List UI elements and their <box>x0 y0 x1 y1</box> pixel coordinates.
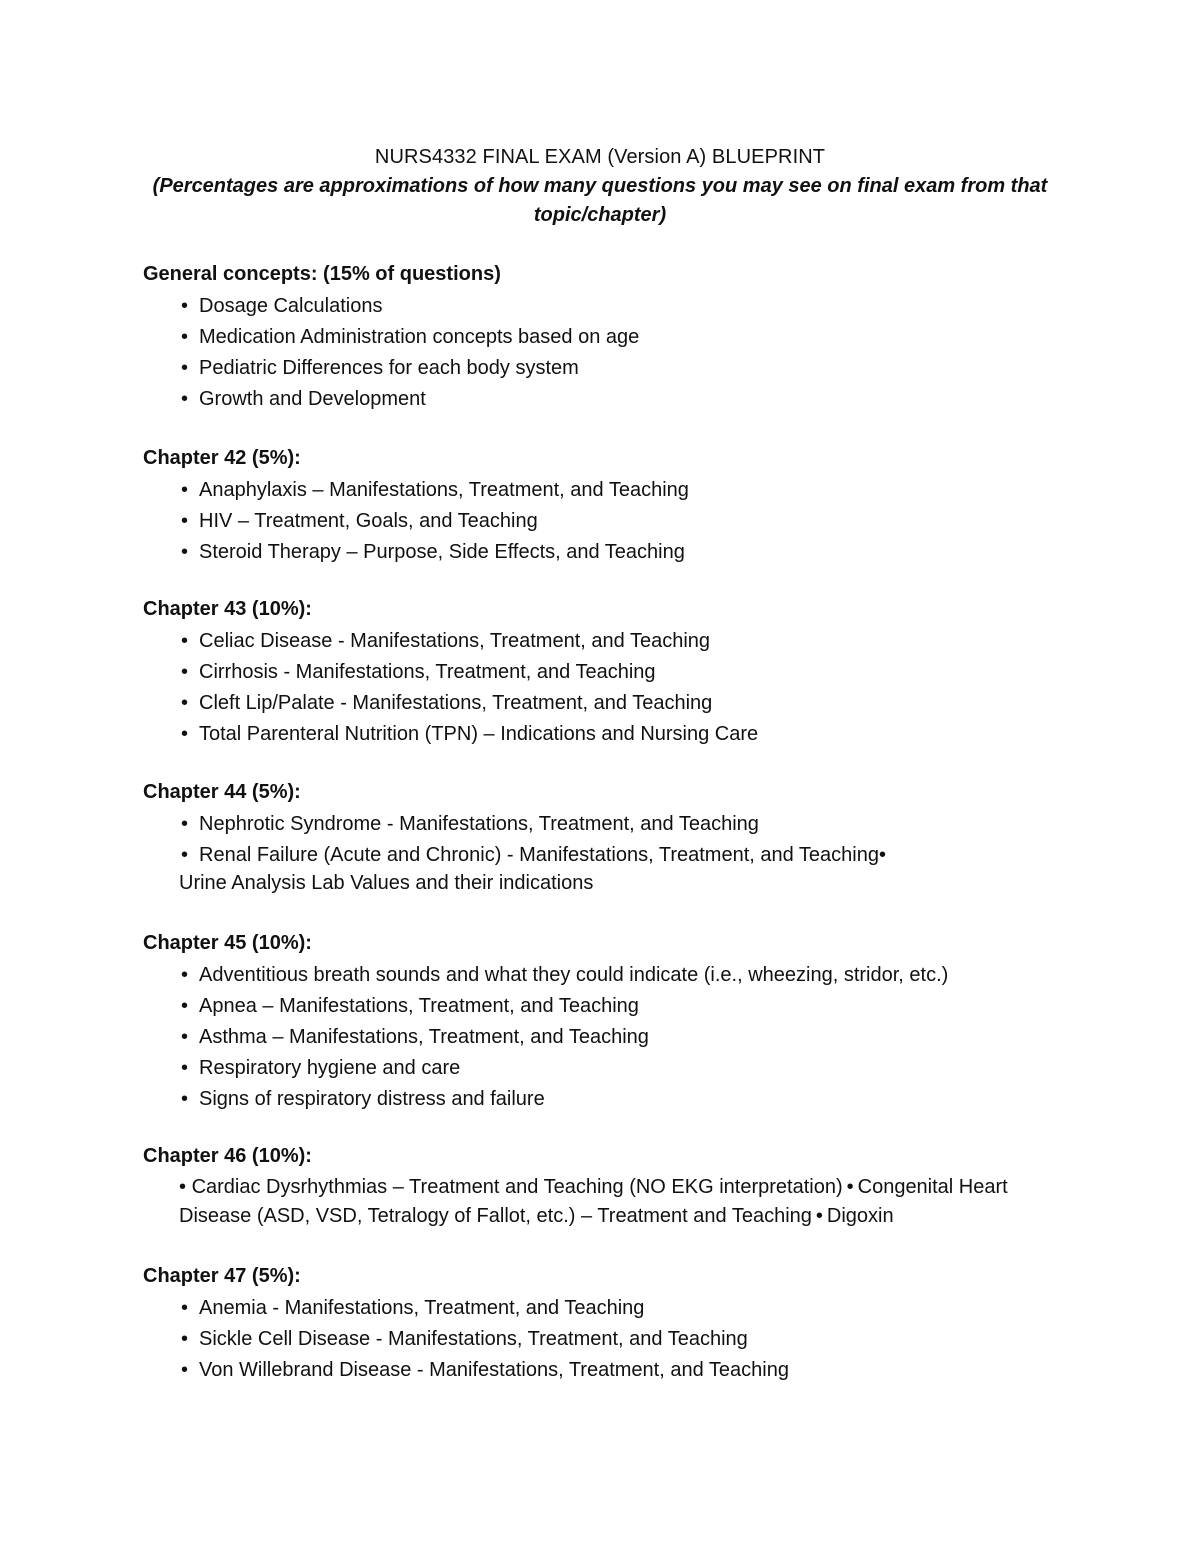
list-item <box>143 626 1063 657</box>
topic-list <box>143 626 1063 750</box>
list-item <box>143 1324 1063 1355</box>
bullet-icon: • <box>181 1026 189 1048</box>
list-item <box>143 960 1063 991</box>
list-item-text: Apnea – Manifestations, Treatment, and Teaching <box>199 995 639 1017</box>
list-item-text: Pediatric Differences for each body system <box>199 357 579 379</box>
list-item-text: Congenital Heart Disease (ASD, VSD, Tetralogy of Fallot, etc.) – Treatment and Teaching <box>179 1176 1008 1227</box>
topic-list <box>143 960 1063 1115</box>
list-item <box>143 475 1063 506</box>
section-heading: General concepts: (15% of questions) <box>143 263 501 285</box>
section-chapter-44 <box>143 778 1063 898</box>
bullet-icon: • <box>181 1088 189 1110</box>
document-subtitle: (Percentages are approximations of how many questions you may see on final exam from that topic/chapter) <box>152 175 1048 226</box>
list-item-text: Respiratory hygiene and care <box>199 1057 461 1079</box>
bullet-icon: • <box>181 1057 189 1079</box>
wrapped-item-text <box>179 1173 1059 1231</box>
topic-list <box>143 291 1063 415</box>
section-heading: Chapter 44 (5%): <box>143 781 301 803</box>
bullet-icon: • <box>181 541 189 563</box>
list-item <box>143 719 1063 750</box>
section-chapter-42 <box>143 444 1063 568</box>
section-heading: Chapter 42 (5%): <box>143 447 301 469</box>
bullet-icon: • <box>181 388 189 410</box>
list-item-text: Total Parenteral Nutrition (TPN) – Indications and Nursing Care <box>199 723 759 745</box>
bullet-icon: • <box>181 692 189 714</box>
list-item-text: Anemia - Manifestations, Treatment, and Teaching <box>199 1297 645 1319</box>
list-item <box>143 1084 1063 1115</box>
list-item-text: Von Willebrand Disease - Manifestations, Treatment, and Teaching <box>199 1359 789 1381</box>
bullet-icon: • <box>181 844 189 866</box>
list-item-text: Growth and Development <box>199 388 426 410</box>
section-heading: Chapter 43 (10%): <box>143 598 312 620</box>
section-heading: Chapter 46 (10%): <box>143 1145 312 1167</box>
list-item <box>143 1022 1063 1053</box>
list-item <box>143 991 1063 1022</box>
bullet-icon: • <box>181 295 189 317</box>
list-item <box>143 353 1063 384</box>
bullet-icon: • <box>181 1297 189 1319</box>
section-heading: Chapter 45 (10%): <box>143 932 312 954</box>
bullet-icon: • <box>815 1205 823 1227</box>
list-item-text: Dosage Calculations <box>199 295 383 317</box>
list-item-text: Renal Failure (Acute and Chronic) - Manifestations, Treatment, and Teaching <box>199 844 879 866</box>
list-item-text: Digoxin <box>826 1205 894 1227</box>
list-item <box>143 291 1063 322</box>
list-item-text: HIV – Treatment, Goals, and Teaching <box>199 510 538 532</box>
bullet-icon: • <box>181 479 189 501</box>
bullet-icon: • <box>846 1176 854 1198</box>
bullet-icon: • <box>181 357 189 379</box>
list-item-text: Signs of respiratory distress and failure <box>199 1088 545 1110</box>
list-item <box>143 657 1063 688</box>
bullet-icon: • <box>181 1328 189 1350</box>
bullet-icon: • <box>181 1359 189 1381</box>
list-item-text: Adventitious breath sounds and what they could indicate (i.e., wheezing, stridor, etc.) <box>199 964 949 986</box>
list-item-text: Cardiac Dysrhythmias – Treatment and Teaching (NO EKG interpretation) <box>191 1176 843 1198</box>
list-item-text: Anaphylaxis – Manifestations, Treatment, and Teaching <box>199 479 689 501</box>
bullet-icon: • <box>181 723 189 745</box>
bullet-icon: • <box>181 326 189 348</box>
list-item <box>143 840 1063 871</box>
list-item-text: Steroid Therapy – Purpose, Side Effects, and Teaching <box>199 541 685 563</box>
list-item-text: Celiac Disease - Manifestations, Treatment, and Teaching <box>199 630 711 652</box>
section-heading: Chapter 47 (5%): <box>143 1265 301 1287</box>
list-item <box>143 322 1063 353</box>
document-title: NURS4332 FINAL EXAM (Version A) BLUEPRINT <box>374 146 826 168</box>
section-chapter-43 <box>143 595 1063 750</box>
bullet-icon: • <box>181 995 189 1017</box>
list-item-text: Nephrotic Syndrome - Manifestations, Treatment, and Teaching <box>199 813 759 835</box>
topic-list <box>143 1293 1063 1386</box>
list-item <box>143 1293 1063 1324</box>
section-chapter-46 <box>143 1142 1063 1231</box>
bullet-icon: • <box>181 813 189 835</box>
topic-list <box>143 809 1063 871</box>
list-item <box>143 506 1063 537</box>
list-item <box>143 537 1063 568</box>
wrapped-item-text <box>179 869 1059 898</box>
list-item-text: Urine Analysis Lab Values and their indications <box>179 872 594 894</box>
list-item <box>143 1355 1063 1386</box>
section-chapter-45 <box>143 929 1063 1115</box>
bullet-icon: • <box>181 630 189 652</box>
list-item <box>143 688 1063 719</box>
list-item-text: Medication Administration concepts based on age <box>199 326 640 348</box>
bullet-icon: • <box>181 964 189 986</box>
list-item-text: Cirrhosis - Manifestations, Treatment, and Teaching <box>199 661 656 683</box>
list-item-text: Cleft Lip/Palate - Manifestations, Treatment, and Teaching <box>199 692 713 714</box>
list-item-text: Asthma – Manifestations, Treatment, and Teaching <box>199 1026 649 1048</box>
list-item <box>143 384 1063 415</box>
list-item <box>143 1053 1063 1084</box>
list-item <box>143 809 1063 840</box>
topic-list <box>143 475 1063 568</box>
bullet-icon: • <box>179 1176 187 1198</box>
list-item-text: Sickle Cell Disease - Manifestations, Treatment, and Teaching <box>199 1328 748 1350</box>
section-general-concepts <box>143 260 1063 415</box>
bullet-icon: • <box>181 661 189 683</box>
bullet-icon: • <box>878 844 886 866</box>
section-chapter-47 <box>143 1262 1063 1386</box>
bullet-icon: • <box>181 510 189 532</box>
